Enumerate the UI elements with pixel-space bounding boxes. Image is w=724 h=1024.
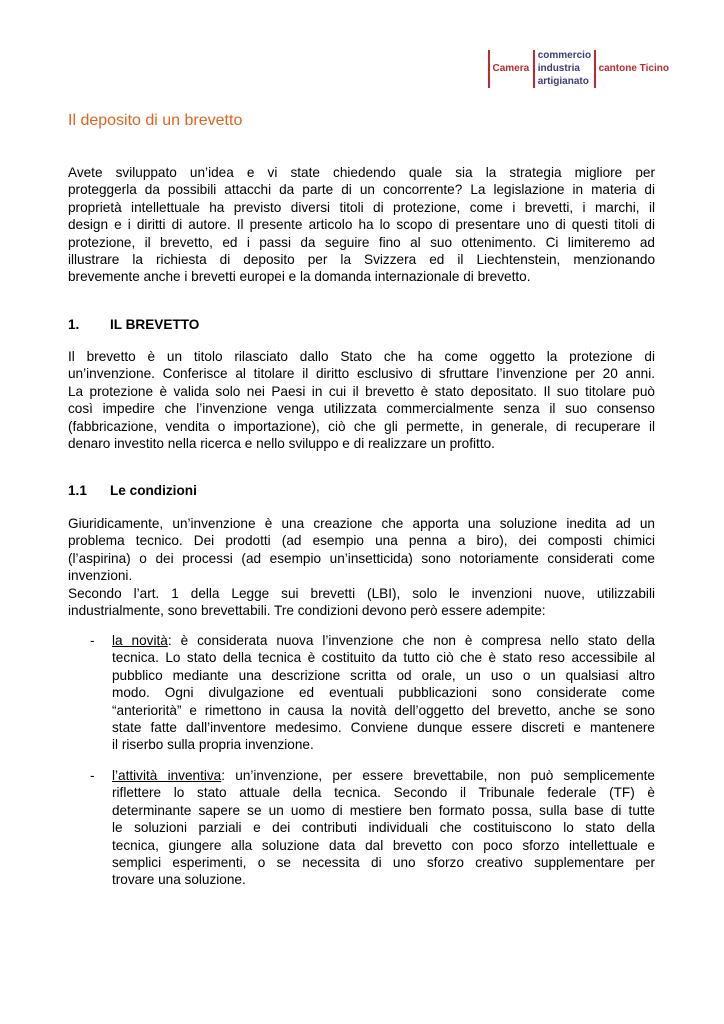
- list-item: [90, 767, 655, 889]
- text-line: [112, 632, 655, 649]
- text-line: semplici esperimenti, o se necessita di uno sforzo creativo supplementare per: [112, 855, 655, 871]
- text-fragment: : è considerata nuova l’invenzione che non è compresa nello stato della: [167, 633, 655, 648]
- list-term: la novità: [112, 633, 168, 648]
- logo-commercio: commercio: [537, 50, 592, 61]
- text-line: design e i diritti di autore. Il presente articolo ha lo scopo di presentare uno di questi titoli di: [68, 217, 655, 233]
- text-line: tecnica. Lo stato della tecnica è costituito da tutto ciò che è stato reso accessibile al: [112, 650, 655, 666]
- list-term: l’attività inventiva: [112, 768, 222, 783]
- text-line: un’invenzione. Conferisce al titolare il diritto esclusivo di sfruttare l’invenzione per 20 anni.: [68, 366, 655, 382]
- text-line: Giuridicamente, un’invenzione è una creazione che apporta una soluzione inedita ad un: [68, 516, 655, 531]
- logo-artigianato: artigianato: [537, 76, 589, 87]
- text-line: problema tecnico. Dei prodotti (ad esempio una penna a biro), dei composti chimici: [68, 533, 655, 549]
- logo-cantone: cantone Ticino: [598, 63, 669, 74]
- text-line: (fabbricazione, vendita o importazione), ciò che gli permette, in generale, di recuperare il: [68, 418, 655, 434]
- text-line: Il brevetto è un titolo rilasciato dallo Stato che ha come oggetto la protezione di: [68, 349, 655, 364]
- intro-paragraph: [68, 164, 655, 286]
- text-line: il riserbo sulla propria invenzione.: [112, 737, 314, 753]
- section-title: IL BREVETTO: [110, 317, 200, 332]
- text-line: tecnica, giungere alla soluzione data dal brevetto con poco sforzo intellettuale e: [112, 837, 655, 853]
- list-item: [90, 632, 655, 754]
- text-line: (l’aspirina) o dei processi (ad esempio un’insetticida) sono notoriamente considerati come: [68, 550, 655, 566]
- text-line: così impedire che l’invenzione venga utilizzata commercialmente senza il suo consenso: [68, 401, 655, 417]
- text-line: trovare una soluzione.: [112, 872, 246, 888]
- text-line: [112, 767, 655, 784]
- chamber-of-commerce-logo: [488, 50, 669, 88]
- section-heading: [68, 317, 199, 332]
- text-line: illustrare la richiesta di deposito per la Svizzera ed il Liechtenstein, menzionando: [68, 252, 655, 268]
- logo-camera: Camera: [492, 63, 530, 74]
- text-line: pubblico mediante una descrizione scritta od orale, un uso o un qualsiasi altro: [112, 667, 655, 683]
- text-fragment: : un’invenzione, per essere brevettabile, non può semplicemente: [221, 768, 655, 783]
- text-line: proprietà intellettuale ha previsto diversi titoli di protezione, come i brevetti, i marchi, il: [68, 199, 655, 215]
- text-line: determinante sapere se un uomo di mestiere ben formato possa, sulla base di tutte: [112, 802, 655, 818]
- section1-paragraph: [68, 348, 655, 452]
- text-line: modo. Ogni divulgazione ed eventuali pubblicazioni sono considerate come: [112, 685, 655, 701]
- subsection-title: Le condizioni: [110, 483, 197, 498]
- text-line: brevemente anche i brevetti europei e la domanda internazionale di brevetto.: [68, 269, 531, 285]
- conditions-list: [90, 632, 655, 754]
- text-line: invenzioni.: [68, 568, 133, 584]
- section11-paragraph: [68, 515, 655, 619]
- subsection-heading: [68, 483, 197, 498]
- text-line: Secondo l’art. 1 della Legge sui brevetti (LBI), solo le invenzioni nuove, utilizzabili: [68, 585, 655, 601]
- text-line: state fatte dall’inventore medesimo. Conviene dunque essere discreti e mantenere: [112, 720, 655, 736]
- text-line: proteggerla da possibili attacchi da parte di un concorrente? La legislazione in materia di: [68, 182, 655, 198]
- text-line: La protezione è valida solo nei Paesi in cui il brevetto è stato depositato. Il suo titolare può: [68, 383, 655, 399]
- conditions-list: [90, 767, 655, 889]
- text-line: denaro investito nella ricerca e nello sviluppo e di realizzare un profitto.: [68, 436, 495, 452]
- text-line: le soluzioni parziali e dei contributi individuali che costituiscono lo stato della: [112, 820, 655, 836]
- list-dash: -: [90, 633, 95, 648]
- text-line: protezione, il brevetto, ed i passi da seguire fino al suo ottenimento. Ci limiteremo ad: [68, 234, 655, 250]
- section-number: 1.: [68, 317, 80, 332]
- text-line: “anteriorità” e rimettono in causa la novità dell’oggetto del brevetto, anche se sono: [112, 702, 655, 718]
- logo-industria: industria: [537, 63, 580, 74]
- list-dash: -: [90, 768, 95, 783]
- text-line: riflettere lo stato attuale della tecnica. Secondo il Tribunale federale (TF) è: [112, 785, 655, 801]
- logo-sectors: [535, 50, 594, 88]
- subsection-number: 1.1: [68, 483, 87, 498]
- text-line: Avete sviluppato un’idea e vi state chiedendo quale sia la strategia migliore per: [68, 165, 655, 180]
- page-title: Il deposito di un brevetto: [68, 112, 243, 129]
- text-line: industrialmente, sono brevettabili. Tre condizioni devono però essere adempite:: [68, 603, 546, 619]
